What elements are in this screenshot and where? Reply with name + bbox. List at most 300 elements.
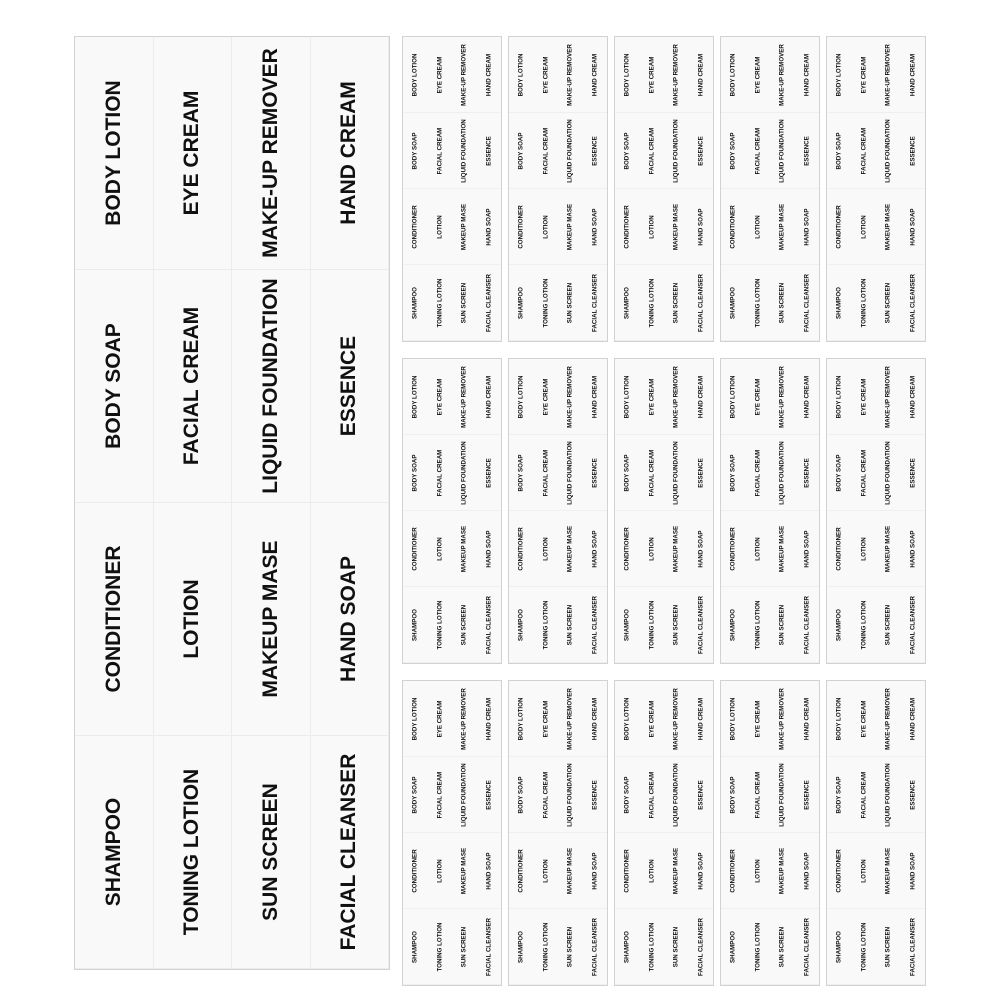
label-text: MAKEUP MASE [672,203,680,250]
label-cell [721,757,746,833]
label-text: BODY LOTION [517,375,525,418]
label-text: SHAMPOO [411,930,419,963]
label-cell [795,359,820,435]
label-text: FACIAL CLEANSER [803,595,811,654]
label-text: ESSENCE [697,779,705,810]
label-cell [746,587,771,663]
label-cell [615,833,640,909]
label-cell [583,359,608,435]
label-text: ESSENCE [909,135,917,166]
label-text: MAKE-UP REMOVER [460,365,468,428]
label-cell [664,511,689,587]
label-text: MAKEUP MASE [672,847,680,894]
label-cell [583,681,608,757]
label-cell [615,435,640,511]
label-text: ESSENCE [485,457,493,488]
label-cell [403,359,428,435]
label-cell [428,757,453,833]
label-text: EYE CREAM [648,700,656,737]
label-cell [770,587,795,663]
label-text: SHAMPOO [623,930,631,963]
label-text: BODY LOTION [411,697,419,740]
label-text: BODY SOAP [517,131,525,170]
label-cell [583,189,608,265]
label-cell [615,587,640,663]
label-text: MAKE-UP REMOVER [884,687,892,750]
label-text: CONDITIONER [101,545,125,693]
label-text: BODY LOTION [835,53,843,96]
label-cell [746,189,771,265]
label-text: SUN SCREEN [566,926,574,967]
label-cell [477,359,502,435]
label-cell [509,833,534,909]
label-text: LOTION [436,858,444,883]
label-text: FACIAL CREAM [860,771,868,818]
label-text: MAKEUP MASE [460,525,468,572]
label-text: FACIAL CREAM [754,127,762,174]
label-cell [746,37,771,113]
label-text: MAKE-UP REMOVER [672,43,680,106]
label-text: ESSENCE [591,457,599,488]
label-cell [795,189,820,265]
label-text: ESSENCE [591,135,599,166]
label-text: HAND CREAM [803,53,811,96]
label-cell [509,189,534,265]
label-text: BODY SOAP [411,453,419,492]
label-text: FACIAL CLEANSER [485,595,493,654]
label-cell [746,265,771,341]
label-text: MAKE-UP REMOVER [778,365,786,428]
label-cell [428,435,453,511]
label-cell [154,736,233,969]
label-text: CONDITIONER [411,526,419,571]
label-text: EYE CREAM [860,700,868,737]
label-cell [852,587,877,663]
label-cell [852,909,877,985]
label-cell [428,113,453,189]
label-cell [721,265,746,341]
label-text: HAND SOAP [697,851,705,890]
label-text: BODY LOTION [101,80,125,226]
label-cell [615,265,640,341]
label-text: HAND CREAM [697,53,705,96]
label-cell [403,511,428,587]
label-text: HAND SOAP [485,529,493,568]
label-text: BODY SOAP [101,323,125,449]
label-text: FACIAL CLEANSER [591,917,599,976]
label-text: BODY SOAP [729,453,737,492]
label-text: SUN SCREEN [778,282,786,323]
label-cell [583,833,608,909]
label-cell [509,265,534,341]
label-text: HAND CREAM [909,375,917,418]
label-cell [876,681,901,757]
label-cell [232,736,311,969]
label-cell [852,833,877,909]
label-cell [452,909,477,985]
label-cell [901,757,926,833]
label-cell [689,113,714,189]
label-cell [640,189,665,265]
label-cell [403,113,428,189]
label-text: LIQUID FOUNDATION [258,278,282,494]
label-text: SUN SCREEN [566,604,574,645]
label-text: LOTION [542,858,550,883]
label-cell [75,270,154,503]
label-text: HAND SOAP [591,207,599,246]
label-cell [534,511,559,587]
label-cell [770,265,795,341]
label-cell [901,681,926,757]
label-cell [901,587,926,663]
label-cell [583,757,608,833]
label-text: LIQUID FOUNDATION [884,440,892,505]
label-text: MAKE-UP REMOVER [566,687,574,750]
label-cell [534,265,559,341]
label-text: CONDITIONER [835,526,843,571]
label-text: HAND SOAP [591,851,599,890]
label-text: MAKE-UP REMOVER [672,365,680,428]
label-cell [876,909,901,985]
label-cell [615,189,640,265]
label-cell [689,359,714,435]
label-cell [640,265,665,341]
label-text: TONING LOTION [542,277,550,328]
small-label-sheet [614,680,714,986]
label-text: EYE CREAM [180,90,204,216]
label-text: ESSENCE [485,135,493,166]
label-cell [795,113,820,189]
label-cell [852,359,877,435]
label-text: CONDITIONER [517,526,525,571]
small-label-sheet [826,358,926,664]
label-cell [901,435,926,511]
label-text: FACIAL CLEANSER [803,273,811,332]
label-text: BODY SOAP [835,453,843,492]
label-cell [795,833,820,909]
label-cell [615,909,640,985]
label-text: FACIAL CLEANSER [697,917,705,976]
label-text: BODY LOTION [411,375,419,418]
label-cell [876,833,901,909]
label-cell [509,37,534,113]
label-text: LIQUID FOUNDATION [778,440,786,505]
label-cell [403,37,428,113]
small-label-sheet [402,358,502,664]
label-text: FACIAL CLEANSER [803,917,811,976]
label-text: FACIAL CLEANSER [697,595,705,654]
label-text: SUN SCREEN [778,926,786,967]
label-text: HAND CREAM [803,697,811,740]
label-cell [901,909,926,985]
label-cell [452,587,477,663]
label-text: TONING LOTION [436,921,444,972]
label-cell [428,265,453,341]
label-text: HAND SOAP [697,529,705,568]
label-text: SHAMPOO [835,286,843,319]
label-text: FACIAL CREAM [648,127,656,174]
label-text: MAKEUP MASE [884,525,892,572]
label-cell [795,37,820,113]
small-label-sheet [402,680,502,986]
label-cell [664,681,689,757]
label-text: SHAMPOO [517,608,525,641]
label-cell [689,833,714,909]
label-cell [583,37,608,113]
label-text: LOTION [860,536,868,561]
label-cell [534,681,559,757]
label-cell [428,359,453,435]
label-text: FACIAL CREAM [180,306,204,466]
label-cell [534,909,559,985]
label-cell [827,909,852,985]
label-cell [534,113,559,189]
label-text: FACIAL CREAM [436,449,444,496]
label-cell [827,113,852,189]
label-text: SHAMPOO [623,608,631,641]
label-text: LIQUID FOUNDATION [778,762,786,827]
label-text: HAND CREAM [337,81,361,225]
label-text: FACIAL CREAM [860,449,868,496]
label-text: LOTION [648,214,656,239]
small-label-sheet [508,358,608,664]
label-text: LOTION [648,858,656,883]
label-text: SHAMPOO [729,286,737,319]
label-text: CONDITIONER [411,848,419,893]
label-cell [311,270,390,503]
label-text: EYE CREAM [648,56,656,93]
label-cell [901,511,926,587]
label-text: ESSENCE [591,779,599,810]
small-label-sheet [614,358,714,664]
label-cell [640,757,665,833]
label-cell [311,736,390,969]
label-text: MAKEUP MASE [778,847,786,894]
label-cell [615,113,640,189]
label-cell [770,37,795,113]
label-cell [452,37,477,113]
label-text: SHAMPOO [835,930,843,963]
label-cell [827,587,852,663]
label-text: FACIAL CREAM [542,127,550,174]
label-cell [689,511,714,587]
label-cell [664,833,689,909]
label-text: BODY SOAP [517,775,525,814]
label-cell [232,503,311,736]
label-text: EYE CREAM [648,378,656,415]
label-text: LIQUID FOUNDATION [460,762,468,827]
label-text: MAKEUP MASE [460,847,468,894]
label-cell [901,359,926,435]
label-cell [477,265,502,341]
label-text: HAND CREAM [485,53,493,96]
label-cell [664,189,689,265]
label-text: SUN SCREEN [778,604,786,645]
label-text: TONING LOTION [860,599,868,650]
label-cell [876,37,901,113]
label-text: MAKEUP MASE [884,847,892,894]
label-cell [509,435,534,511]
label-text: LIQUID FOUNDATION [884,762,892,827]
label-text: FACIAL CREAM [436,771,444,818]
label-cell [876,265,901,341]
label-text: LOTION [648,536,656,561]
label-text: SUN SCREEN [672,282,680,323]
label-text: MAKE-UP REMOVER [566,365,574,428]
label-text: EYE CREAM [860,378,868,415]
label-cell [615,359,640,435]
label-cell [477,37,502,113]
label-cell [827,435,852,511]
label-cell [770,189,795,265]
label-text: FACIAL CLEANSER [485,273,493,332]
label-cell [75,503,154,736]
label-cell [721,189,746,265]
label-cell [403,757,428,833]
label-cell [534,435,559,511]
label-cell [876,511,901,587]
label-cell [795,757,820,833]
label-cell [852,265,877,341]
label-cell [746,757,771,833]
label-cell [664,909,689,985]
label-cell [795,587,820,663]
label-cell [640,833,665,909]
label-text: FACIAL CLEANSER [591,273,599,332]
label-text: HAND SOAP [697,207,705,246]
label-cell [75,736,154,969]
label-text: TONING LOTION [542,921,550,972]
label-text: BODY SOAP [623,453,631,492]
label-cell [403,909,428,985]
label-text: HAND SOAP [803,851,811,890]
label-text: MAKEUP MASE [566,847,574,894]
label-text: HAND SOAP [803,207,811,246]
label-cell [795,435,820,511]
label-cell [827,681,852,757]
label-text: EYE CREAM [754,56,762,93]
label-cell [795,511,820,587]
label-cell [403,435,428,511]
label-text: LIQUID FOUNDATION [460,118,468,183]
label-text: BODY LOTION [411,53,419,96]
label-cell [477,833,502,909]
label-text: BODY LOTION [517,697,525,740]
label-text: SUN SCREEN [258,783,282,921]
label-text: MAKE-UP REMOVER [460,687,468,750]
label-text: LIQUID FOUNDATION [672,440,680,505]
label-cell [477,757,502,833]
label-cell [827,833,852,909]
label-text: EYE CREAM [542,378,550,415]
label-cell [615,681,640,757]
label-cell [75,37,154,270]
label-text: EYE CREAM [754,378,762,415]
label-text: FACIAL CREAM [754,449,762,496]
label-cell [664,359,689,435]
label-text: FACIAL CLEANSER [591,595,599,654]
label-text: HAND SOAP [485,207,493,246]
label-text: BODY SOAP [835,775,843,814]
label-cell [770,909,795,985]
label-text: SUN SCREEN [460,926,468,967]
label-cell [876,359,901,435]
label-cell [558,909,583,985]
label-cell [452,113,477,189]
label-cell [901,113,926,189]
label-text: HAND CREAM [697,697,705,740]
label-cell [852,757,877,833]
label-text: LIQUID FOUNDATION [566,118,574,183]
label-cell [558,359,583,435]
label-text: CONDITIONER [835,204,843,249]
label-cell [558,265,583,341]
label-text: LOTION [436,214,444,239]
label-text: MAKEUP MASE [460,203,468,250]
small-label-sheet [720,680,820,986]
label-cell [477,587,502,663]
label-cell [509,909,534,985]
label-cell [746,359,771,435]
label-cell [154,503,233,736]
label-text: MAKE-UP REMOVER [884,365,892,428]
label-cell [640,909,665,985]
label-text: TONING LOTION [542,599,550,650]
label-cell [583,435,608,511]
label-cell [534,757,559,833]
label-cell [876,757,901,833]
label-cell [770,113,795,189]
label-cell [428,681,453,757]
label-text: ESSENCE [697,457,705,488]
label-text: TONING LOTION [754,921,762,972]
label-cell [558,833,583,909]
label-text: HAND CREAM [697,375,705,418]
label-text: FACIAL CLEANSER [337,753,361,951]
label-text: BODY LOTION [623,375,631,418]
label-text: LOTION [860,214,868,239]
label-cell [428,511,453,587]
label-text: SUN SCREEN [566,282,574,323]
label-text: SUN SCREEN [460,604,468,645]
label-cell [452,511,477,587]
label-text: SHAMPOO [411,608,419,641]
label-text: MAKE-UP REMOVER [460,43,468,106]
label-cell [534,189,559,265]
label-cell [477,511,502,587]
label-text: CONDITIONER [729,526,737,571]
label-cell [689,909,714,985]
label-text: TONING LOTION [860,277,868,328]
label-text: MAKEUP MASE [566,525,574,572]
label-text: ESSENCE [909,779,917,810]
label-text: BODY SOAP [835,131,843,170]
label-cell [852,511,877,587]
label-cell [640,511,665,587]
label-text: LIQUID FOUNDATION [566,762,574,827]
label-cell [746,833,771,909]
label-cell [509,511,534,587]
label-cell [852,681,877,757]
label-text: LIQUID FOUNDATION [460,440,468,505]
small-label-sheet [720,36,820,342]
label-cell [452,265,477,341]
label-text: BODY SOAP [411,775,419,814]
label-cell [428,833,453,909]
small-label-sheet [720,358,820,664]
label-cell [640,113,665,189]
label-cell [477,189,502,265]
